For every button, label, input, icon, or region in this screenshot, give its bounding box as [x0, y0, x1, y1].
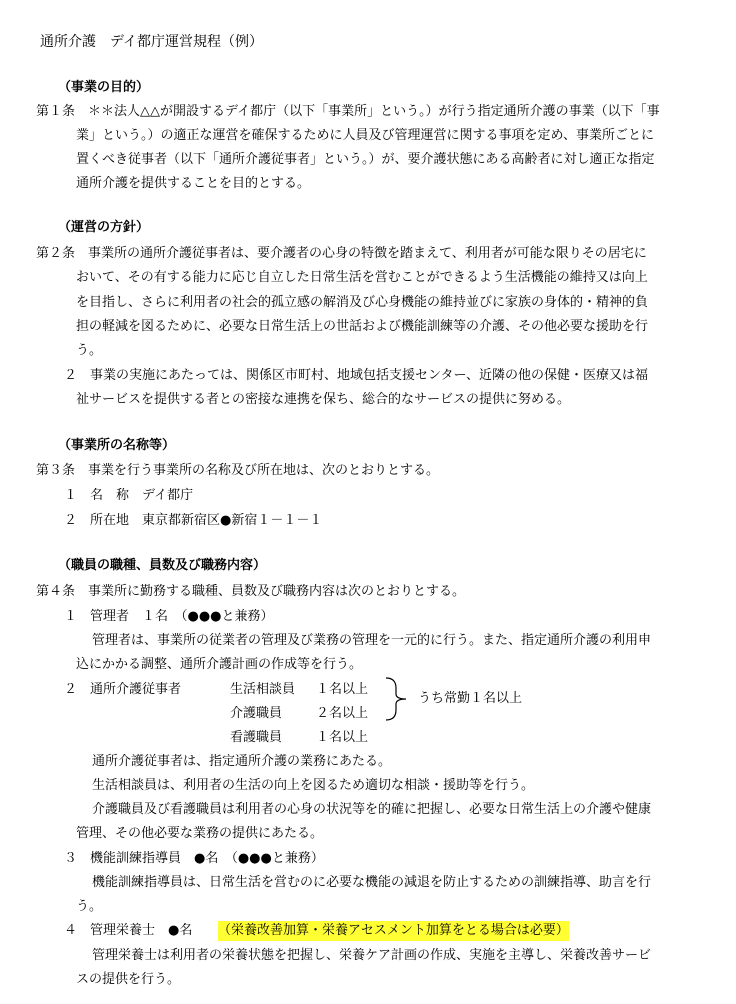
article3-text-line: 第３条 事業を行う事業所の名称及び所在地は、次のとおりとする。 [36, 463, 440, 478]
article1-text-line: 業」という。）の適正な運営を確保するために人員及び管理運営に関する事項を定め、事業所ごとに [76, 128, 654, 143]
article4-text-line: 第４条 事業所に勤務する職種、員数及び職務内容は次のとおりとする。 [36, 584, 466, 599]
item2-staff-head: ２ 通所介護従事者 [64, 682, 182, 697]
article2-text-line: おいて、その有する能力に応じ自立した日常生活を営むことができるよう生活機能の維持又は向上 [76, 270, 648, 285]
fulltime-note: うち常勤１名以上 [418, 691, 523, 706]
item3-desc-line: 機能訓練指導員は、日常生活を営むのに必要な機能の減退を防止するための訓練指導、助言を行 [92, 875, 652, 890]
item4-desc-line: 管理栄養士は利用者の栄養状態を把握し、栄養ケア計画の作成、実施を主導し、栄養改善サービ [92, 948, 652, 963]
staff-role: 生活相談員 [230, 682, 296, 697]
curly-brace-icon [384, 676, 410, 722]
item3-trainer-head: ３ 機能訓練指導員 ●名 （●●●と兼務） [64, 851, 324, 866]
item3-desc-line: う。 [76, 899, 103, 914]
item2-desc-line: 管理、その他必要な業務の提供にあたる。 [76, 826, 324, 841]
staff-count: ２名以上 [316, 706, 369, 721]
article2-text-line: 第２条 事業所の通所介護従事者は、要介護者の心身の特徴を踏まえて、利用者が可能な限りその居宅に [36, 246, 647, 261]
staff-count: １名以上 [316, 730, 369, 745]
staff-role: 介護職員 [230, 706, 283, 721]
article1-text-line: 通所介護を提供することを目的とする。 [76, 176, 311, 191]
article3-heading: （事業所の名称等） [58, 438, 176, 453]
article3-item-name: １ 名 称 デイ都庁 [64, 488, 194, 503]
item2-desc-line: 介護職員及び看護職員は利用者の心身の状況等を的確に把握し、必要な日常生活上の介護や健康 [92, 802, 652, 817]
article2-text-line: を目指し、さらに利用者の社会的孤立感の解消及び心身機能の維持並びに家族の身体的・精神的負 [76, 295, 649, 310]
article2-heading: （運営の方針） [58, 220, 150, 235]
article1-text-line: 第１条 ＊＊法人△△が開設するデイ都庁（以下「事業所」という。）が行う指定通所介護の事業（以下「事 [36, 104, 660, 119]
item4-dietitian-head: ４ 管理栄養士 ●名 [64, 923, 193, 938]
article2-text-line: う。 [76, 343, 103, 358]
document-title: 通所介護 デイ都庁運営規程（例） [40, 34, 264, 50]
item2-desc-line: 通所介護従事者は、指定通所介護の業務にあたる。 [92, 754, 392, 769]
article1-heading: （事業の目的） [58, 80, 150, 95]
item1-desc-line: 込にかかる調整、通所介護計画の作成等を行う。 [76, 657, 363, 672]
article1-text-line: 置くべき従事者（以下「通所介護従事者」という。）が、要介護状態にある高齢者に対し適正な指定 [76, 152, 655, 167]
highlighted-note: （栄養改善加算・栄養アセスメント加算をとる場合は必要） [218, 921, 569, 941]
article2-clause2-line: ２ 事業の実施にあたっては、関係区市町村、地域包括支援センター、近隣の他の保健・医療又は福 [64, 368, 648, 383]
article2-text-line: 担の軽減を図るために、必要な日常生活上の世話および機能訓練等の介護、その他必要な援助を行 [76, 319, 649, 334]
article3-item-address: ２ 所在地 東京都新宿区●新宿１－１－１ [64, 513, 323, 528]
item1-desc-line: 管理者は、事業所の従業者の管理及び業務の管理を一元的に行う。また、指定通所介護の利用申 [92, 633, 652, 648]
item2-desc-line: 生活相談員は、利用者の生活の向上を図るため適切な相談・援助等を行う。 [92, 778, 535, 793]
staff-count: １名以上 [316, 682, 369, 697]
article2-clause2-line: 祉サービスを提供する者との密接な連携を保ち、総合的なサービスの提供に努める。 [76, 392, 571, 407]
item4-desc-line: スの提供を行う。 [76, 972, 181, 987]
article4-heading: （職員の職種、員数及び職務内容） [58, 558, 267, 573]
staff-role: 看護職員 [230, 730, 283, 745]
item1-manager-head: １ 管理者 １名 （●●●と兼務） [64, 609, 274, 624]
